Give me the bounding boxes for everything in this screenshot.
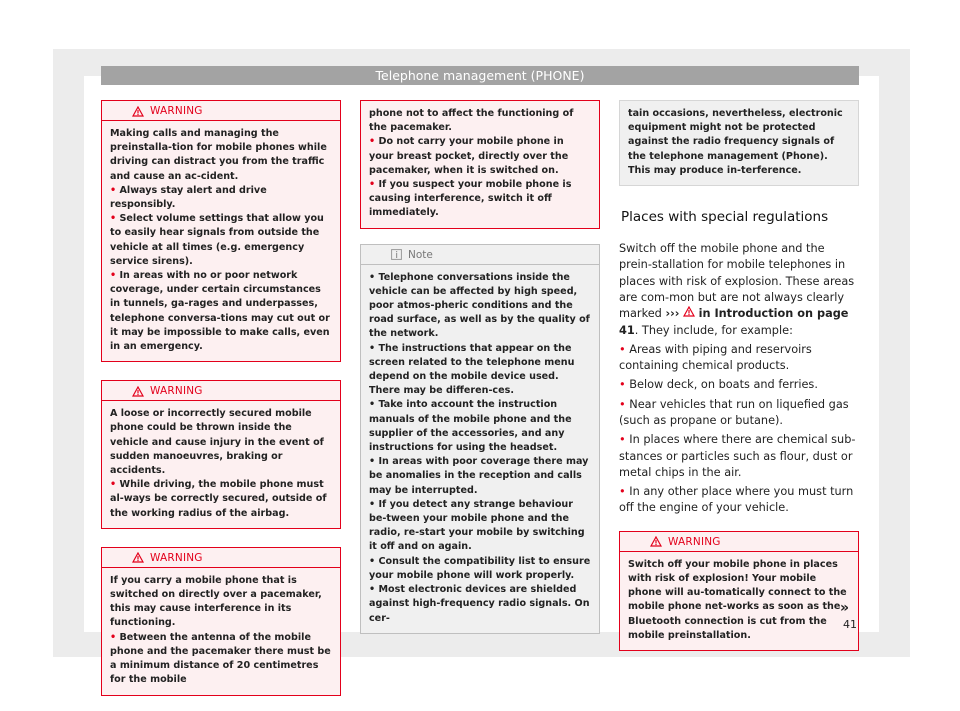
- warning-header: [102, 101, 340, 121]
- warning-intro: Making calls and managing the preinstalla-tion for mobile phones while driving can distract you from the traffic and cause an ac-cident.: [110, 128, 327, 182]
- warning-box-continued: [360, 100, 600, 229]
- list-item: • The instructions that appear on the screen related to the telephone menu depend on the mobile device used. There may be differen-ces.: [369, 342, 575, 397]
- warning-intro: If you carry a mobile phone that is switched on directly over a pacemaker, this may cause interference in its functioning.: [110, 574, 322, 629]
- page-number: 41: [843, 618, 857, 631]
- note-body: [361, 265, 599, 633]
- list-item: • If you suspect your mobile phone is causing interference, switch it off immediately.: [369, 179, 572, 219]
- warning-box-2: [101, 380, 341, 529]
- warning-text: Switch off your mobile phone in places with risk of explosion! Your mobile phone will au-tomatically connect to the mobile phone net-works as soon as the Bluetooth connection is cut from the mobile preinstallation.: [628, 558, 847, 641]
- cross-reference-arrows: ›››: [665, 307, 680, 321]
- warning-box-3: [101, 547, 341, 696]
- list-item: • Always stay alert and drive responsibly.: [110, 184, 267, 211]
- column-right: [619, 100, 859, 666]
- warning-body: [361, 101, 599, 228]
- warning-triangle-icon: [683, 306, 695, 317]
- list-item: • While driving, the mobile phone must al-ways be correctly secured, outside of the working radius of the airbag.: [110, 479, 327, 519]
- warning-label: WARNING: [150, 385, 203, 398]
- list-item: • In areas with poor coverage there may be anomalies in the reception and calls may be interrupted.: [369, 456, 589, 496]
- warning-body: [102, 568, 340, 695]
- column-middle: [360, 100, 600, 649]
- list-item: • If you detect any strange behaviour be-tween your mobile phone and the radio, re-start your mobile by switching it off and on again.: [369, 498, 585, 553]
- warning-box-4: [619, 531, 859, 651]
- list-item: • Areas with piping and reservoirs containing chemical products.: [619, 342, 812, 373]
- list-item: • Between the antenna of the mobile phone and the pacemaker there must be a minimum distance of 20 centimetres for the mobile: [110, 631, 331, 686]
- list-item: • Consult the compatibility list to ensure your mobile phone will work properly.: [369, 555, 591, 581]
- list-item: • Take into account the instruction manuals of the mobile phone and the supplier of the accessories, and any instructions for using the headset.: [369, 399, 572, 454]
- warning-header: [102, 381, 340, 401]
- page-reference-link[interactable]: in Introduction on page 41: [619, 307, 849, 337]
- list-item: • Select volume settings that allow you to easily hear signals from outside the vehicle at all times (e.g. emergency service sirens).: [110, 213, 324, 267]
- warning-header: [102, 548, 340, 568]
- warning-body: [102, 121, 340, 361]
- column-left: [101, 100, 341, 711]
- note-box-continued: [619, 100, 859, 186]
- warning-triangle-icon: [132, 106, 144, 117]
- warning-triangle-icon: [132, 552, 144, 563]
- page-header: Telephone management (PHONE): [101, 66, 859, 85]
- warning-label: WARNING: [150, 551, 203, 564]
- warning-triangle-icon: [650, 536, 662, 547]
- continue-arrow-icon: »: [840, 600, 850, 616]
- warning-body: [102, 401, 340, 528]
- note-label: Note: [408, 248, 433, 261]
- warning-header: [620, 532, 858, 552]
- note-header: [361, 245, 599, 265]
- warning-continued-text: phone not to affect the functioning of the pacemaker.: [369, 108, 574, 134]
- section-title: Places with special regulations: [621, 209, 829, 226]
- section-paragraph: Switch off the mobile phone and the prein-stallation for mobile telephones in places with risk of explosion. These areas are com-mon but are not always clearly marked ››› in Introduction on page 41. They include, for example:: [619, 242, 855, 337]
- list-item: • In any other place where you must turn off the engine of your vehicle.: [619, 485, 854, 515]
- warning-label: WARNING: [150, 105, 203, 117]
- list-item: • Most electronic devices are shielded against high-frequency radio signals. On cer-: [369, 584, 590, 624]
- list-item: • Telephone conversations inside the vehicle can be affected by high speed, poor atmos-pheric conditions and the road surface, as well as by the quality of the network.: [369, 271, 590, 340]
- list-item: • Do not carry your mobile phone in your breast pocket, directly over the pacemaker, when it is switched on.: [369, 136, 569, 176]
- list-item: • Below deck, on boats and ferries.: [619, 378, 818, 392]
- warning-box-1: [101, 100, 341, 362]
- list-item: • In areas with no or poor network coverage, under certain circumstances in tunnels, ga-rages and underpasses, telephone conversa-tions may cut out or it may be impossible to make calls, even in an emergency.: [110, 270, 330, 353]
- warning-intro: A loose or incorrectly secured mobile phone could be thrown inside the vehicle and cause injury in the event of sudden manoeuvres, braking or accidents.: [110, 408, 324, 477]
- warning-label: WARNING: [668, 535, 721, 548]
- list-item: • In places where there are chemical sub-stances or particles such as flour, dust or metal chips in the air.: [619, 433, 856, 479]
- warning-body: [620, 552, 858, 650]
- list-item: • Near vehicles that run on liquefied gas (such as propane or butane).: [619, 397, 849, 427]
- warning-triangle-icon: [132, 386, 144, 397]
- note-icon: [391, 249, 402, 260]
- note-continued-text: tain occasions, nevertheless, electronic equipment might not be protected against the radio frequency signals of the telephone management (Phone). This may produce in-terference.: [628, 108, 843, 176]
- note-box: [360, 244, 600, 634]
